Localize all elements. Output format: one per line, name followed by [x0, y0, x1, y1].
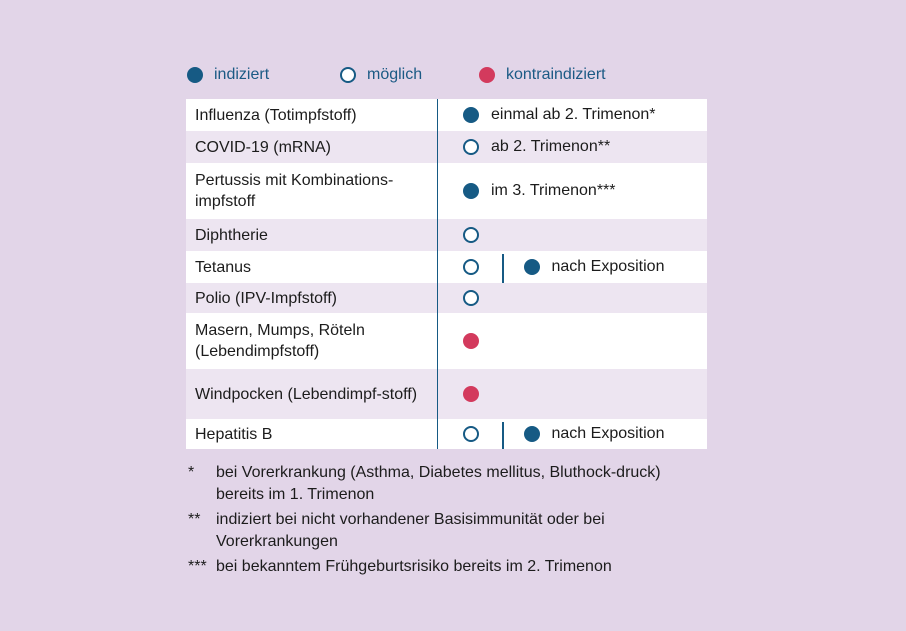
recommendation-text: nach Exposition: [551, 425, 665, 442]
filled-circle-icon: [524, 426, 540, 442]
footnotes: [188, 462, 708, 581]
recommendation-cell: [438, 219, 707, 251]
footnote-text: indiziert bei nicht vorhandener Basisimmunität oder bei Vorerkrankungen: [216, 511, 605, 550]
recommendation-cell: [438, 163, 707, 219]
recommendation-text: einmal ab 2. Trimenon*: [491, 106, 656, 123]
divider: [502, 422, 504, 449]
recommendation-text: im 3. Trimenon***: [491, 182, 616, 199]
vaccine-name: Windpocken (Lebendimpf-stoff): [186, 369, 438, 419]
vaccination-table: [186, 99, 707, 449]
filled-circle-icon: [524, 259, 540, 275]
legend-item-possible: [340, 66, 479, 84]
filled-circle-icon: [187, 67, 203, 83]
vaccine-name: Masern, Mumps, Röteln (Lebendimpfstoff): [186, 313, 438, 369]
vaccine-name: Tetanus: [186, 251, 438, 283]
footnote-marker: **: [188, 511, 201, 528]
table-row: [186, 219, 707, 251]
legend-label: indiziert: [214, 66, 270, 83]
legend-item-indicated: [187, 66, 340, 84]
red-circle-icon: [479, 67, 495, 83]
recommendation-cell: [438, 419, 707, 449]
open-circle-icon: [463, 426, 479, 442]
table-row: [186, 163, 707, 219]
open-circle-icon: [463, 259, 479, 275]
legend-label: möglich: [367, 66, 423, 83]
footnote-text: bei Vorerkrankung (Asthma, Diabetes mellitus, Bluthock-druck) bereits im 1. Trimenon: [216, 464, 661, 503]
footnote-marker: *: [188, 464, 195, 481]
open-circle-icon: [463, 290, 479, 306]
open-circle-icon: [340, 67, 356, 83]
vaccine-name: Hepatitis B: [186, 419, 438, 449]
legend: [187, 62, 606, 88]
open-circle-icon: [463, 227, 479, 243]
vaccine-name: Pertussis mit Kombinations-impfstoff: [186, 163, 438, 219]
red-circle-icon: [463, 333, 479, 349]
recommendation-text: nach Exposition: [551, 258, 665, 275]
recommendation-cell: [438, 131, 707, 163]
recommendation-cell: [438, 99, 707, 131]
filled-circle-icon: [463, 107, 479, 123]
recommendation-cell: [438, 313, 707, 369]
table-row: [186, 99, 707, 131]
footnote-text: bei bekanntem Frühgeburtsrisiko bereits im 2. Trimenon: [216, 558, 612, 575]
legend-item-contraindicated: [479, 66, 606, 84]
table-row: [186, 419, 707, 449]
recommendation-cell: [438, 251, 707, 283]
legend-label: kontraindiziert: [506, 66, 606, 83]
table-row: [186, 313, 707, 369]
vaccine-name: Polio (IPV-Impfstoff): [186, 283, 438, 313]
divider: [502, 254, 504, 283]
table-row: [186, 131, 707, 163]
table-row: [186, 251, 707, 283]
vaccine-name: COVID-19 (mRNA): [186, 131, 438, 163]
vaccine-name: Influenza (Totimpfstoff): [186, 99, 438, 131]
recommendation-cell: [438, 369, 707, 419]
red-circle-icon: [463, 386, 479, 402]
recommendation-cell: [438, 283, 707, 313]
table-row: [186, 369, 707, 419]
footnote: [188, 556, 708, 578]
recommendation-text: ab 2. Trimenon**: [491, 138, 611, 155]
vaccine-name: Diphtherie: [186, 219, 438, 251]
table-row: [186, 283, 707, 313]
filled-circle-icon: [463, 183, 479, 199]
footnote: [188, 462, 708, 506]
footnote: [188, 509, 708, 553]
open-circle-icon: [463, 139, 479, 155]
footnote-marker: ***: [188, 558, 207, 575]
